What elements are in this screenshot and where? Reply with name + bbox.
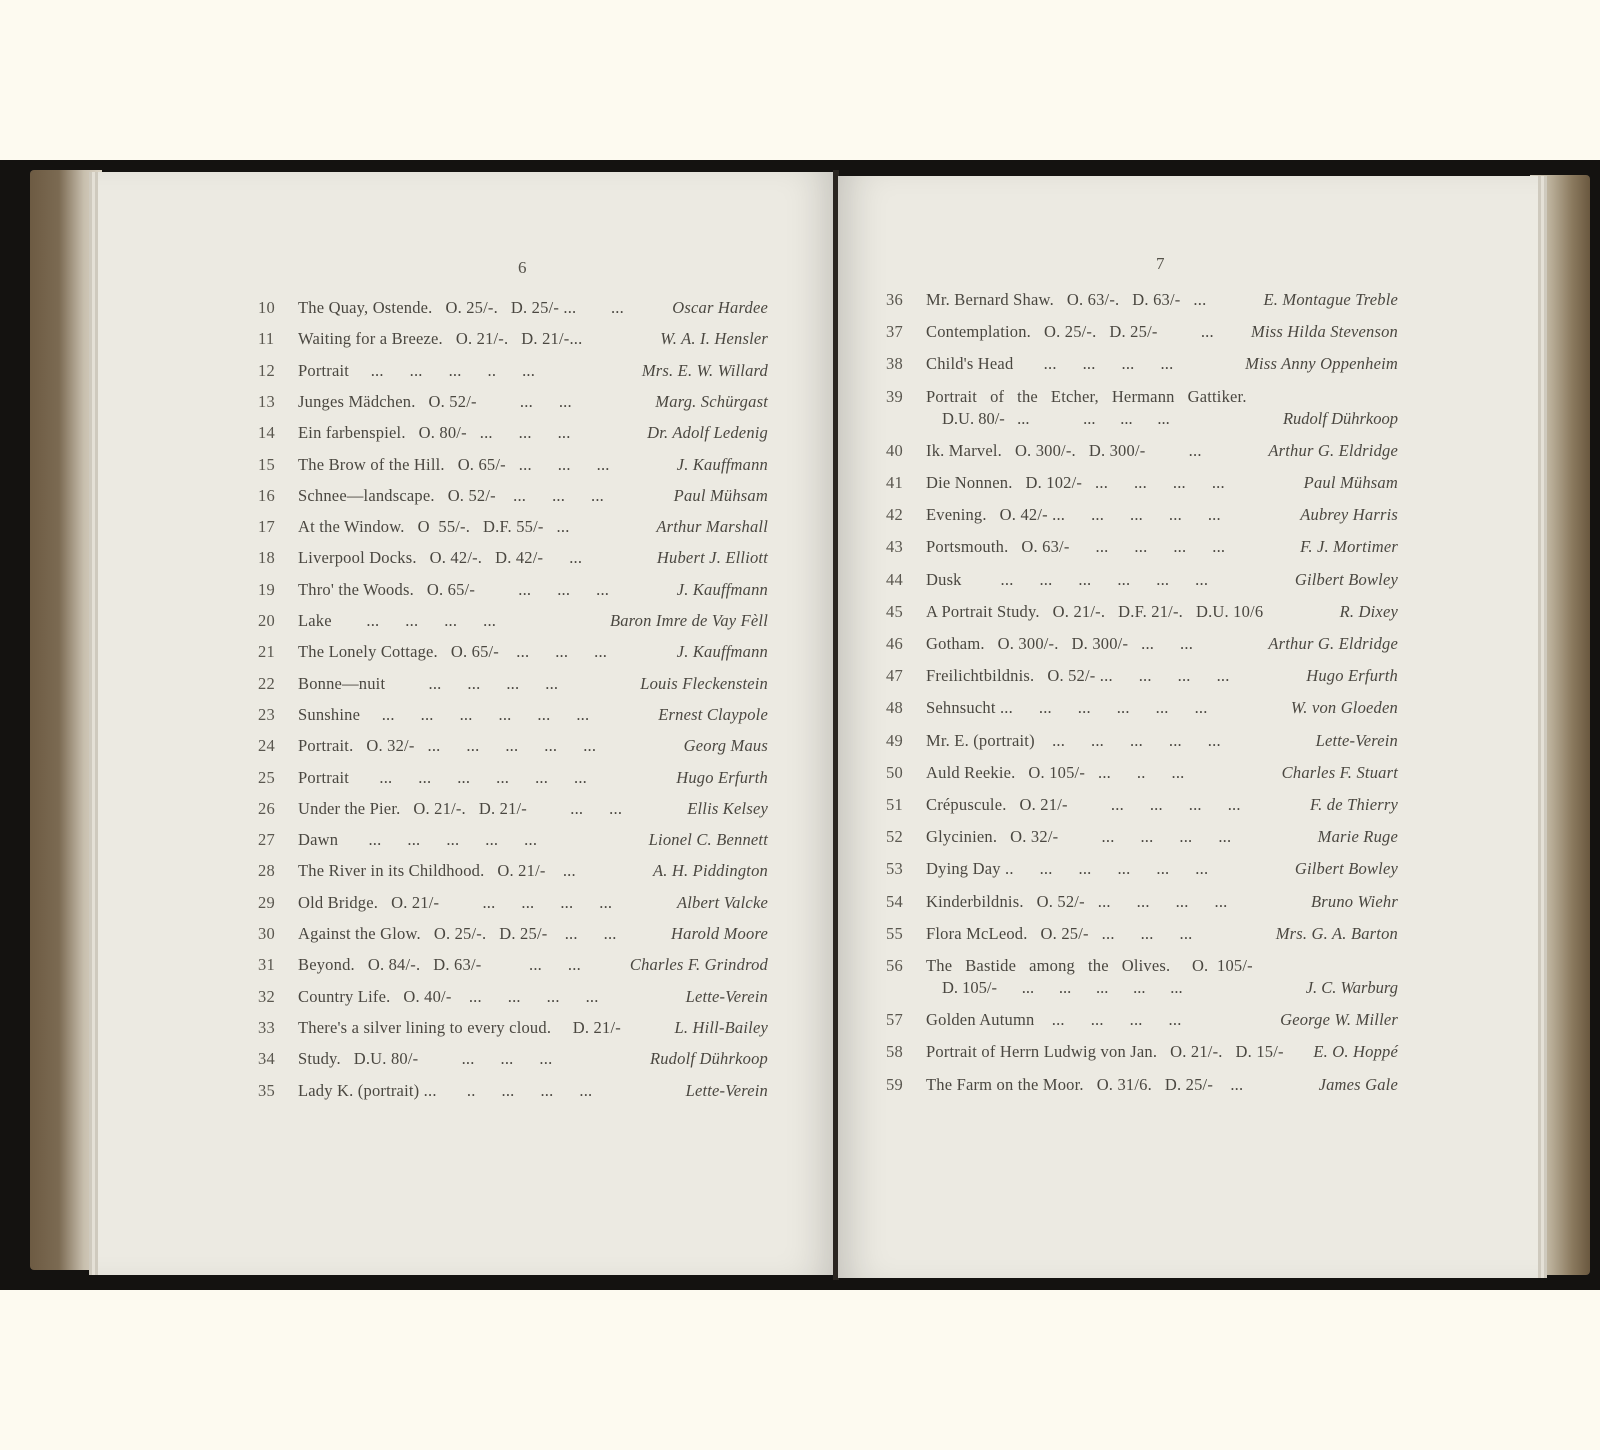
catalogue-entry xyxy=(258,361,768,381)
entry-title: Dawn ... ... ... ... ... xyxy=(298,830,538,850)
catalogue-entry xyxy=(258,861,768,881)
catalogue-entry xyxy=(258,955,768,975)
entry-title: Portrait of the Etcher, Hermann Gattiker. xyxy=(926,386,1247,406)
catalogue-entry xyxy=(258,893,768,913)
right-page xyxy=(838,176,1538,1278)
entry-title: Mr. Bernard Shaw. O. 63/-. D. 63/- ... xyxy=(926,290,1207,309)
entry-number: 37 xyxy=(886,322,903,342)
entry-artist: Aubrey Harris xyxy=(1300,505,1398,525)
entry-number: 36 xyxy=(886,290,903,309)
entry-title: Child's Head ... ... ... ... xyxy=(926,354,1174,374)
catalogue-entry xyxy=(886,1042,1398,1062)
catalogue-entry xyxy=(886,387,1398,407)
entry-title: Gotham. O. 300/-. D. 300/- ... ... xyxy=(926,634,1194,653)
entry-number: 56 xyxy=(886,956,903,975)
entry-artist: Oscar Hardee xyxy=(672,298,768,317)
entry-number: 54 xyxy=(886,891,903,911)
catalogue-entry xyxy=(258,517,768,537)
entry-number: 42 xyxy=(886,505,903,525)
entry-number: 10 xyxy=(258,298,275,317)
entry-number: 46 xyxy=(886,634,903,653)
catalogue-entry xyxy=(258,423,768,443)
entry-artist: Paul Mühsam xyxy=(1303,473,1398,492)
entry-number: 41 xyxy=(886,473,903,492)
entry-number: 12 xyxy=(258,360,275,380)
catalogue-entry xyxy=(258,455,768,475)
entry-title: Ik. Marvel. O. 300/-. D. 300/- ... xyxy=(926,440,1202,460)
catalogue-entry xyxy=(886,473,1398,493)
entry-artist: George W. Miller xyxy=(1280,1010,1398,1030)
catalogue-entry xyxy=(886,795,1398,815)
entry-artist: Lette-Verein xyxy=(685,1080,768,1100)
entry-title: Portrait of Herrn Ludwig von Jan. O. 21/-. D. 15/- xyxy=(926,1042,1284,1062)
entry-artist: Bruno Wiehr xyxy=(1311,891,1398,911)
entry-artist: Miss Hilda Stevenson xyxy=(1251,322,1398,342)
entry-number: 14 xyxy=(258,423,275,443)
entry-number: 31 xyxy=(258,955,275,975)
entry-artist: J. C. Warburg xyxy=(1305,978,1398,997)
entry-title: The Quay, Ostende. O. 25/-. D. 25/- ... ... xyxy=(298,298,624,317)
entry-number: 11 xyxy=(258,329,275,349)
entry-artist: E. O. Hoppé xyxy=(1313,1042,1398,1062)
entry-title: Waiting for a Breeze. O. 21/-. D. 21/-... xyxy=(298,329,583,349)
entry-number: 32 xyxy=(258,986,275,1006)
catalogue-entry xyxy=(258,830,768,850)
entry-artist: Arthur G. Eldridge xyxy=(1268,440,1398,460)
catalogue-entry xyxy=(886,290,1398,310)
catalogue-entry xyxy=(886,505,1398,525)
entry-artist: Arthur G. Eldridge xyxy=(1268,634,1398,653)
entry-artist: A. H. Piddington xyxy=(652,861,768,881)
catalogue-entry xyxy=(886,1010,1398,1030)
entry-title: Die Nonnen. D. 102/- ... ... ... ... xyxy=(926,473,1225,492)
entry-title: Portrait ... ... ... ... ... ... xyxy=(298,767,587,787)
entry-title: Portsmouth. O. 63/- ... ... ... ... xyxy=(926,537,1226,557)
entry-number: 30 xyxy=(258,924,275,943)
entry-title: Crépuscule. O. 21/- ... ... ... ... xyxy=(926,795,1241,814)
catalogue-entry xyxy=(886,634,1398,654)
catalogue-entry xyxy=(258,768,768,788)
entry-number: 23 xyxy=(258,704,275,724)
entry-artist: Gilbert Bowley xyxy=(1294,859,1398,879)
entry-artist: J. Kauffmann xyxy=(676,454,768,474)
entry-artist: Gilbert Bowley xyxy=(1294,569,1398,589)
catalogue-entry xyxy=(258,924,768,944)
book-edge-right xyxy=(1530,175,1590,1275)
entry-artist: J. Kauffmann xyxy=(676,579,768,599)
book-edge-left xyxy=(30,170,102,1270)
entry-number: 40 xyxy=(886,440,903,460)
entry-title: Liverpool Docks. O. 42/-. D. 42/- ... xyxy=(298,548,583,568)
entry-title: Ein farbenspiel. O. 80/- ... ... ... xyxy=(298,423,571,443)
entry-title: Beyond. O. 84/-. D. 63/- ... ... xyxy=(298,955,581,975)
entry-continuation-text: D.U. 80/- ... ... ... ... xyxy=(942,408,1170,428)
entry-continuation xyxy=(942,978,1398,998)
catalogue-entry xyxy=(886,763,1398,783)
entry-title: Study. D.U. 80/- ... ... ... xyxy=(298,1049,553,1069)
entry-number: 52 xyxy=(886,827,903,847)
entry-number: 59 xyxy=(886,1074,903,1094)
entry-artist: Albert Valcke xyxy=(676,892,768,912)
entry-number: 39 xyxy=(886,386,903,406)
entry-number: 27 xyxy=(258,830,275,850)
catalogue-entry xyxy=(886,956,1398,976)
entry-number: 38 xyxy=(886,354,903,374)
catalogue-entry xyxy=(258,1049,768,1069)
entry-number: 49 xyxy=(886,730,903,750)
entry-title: The Farm on the Moor. O. 31/6. D. 25/- ... xyxy=(926,1074,1244,1094)
catalogue-entry xyxy=(886,666,1398,686)
entry-number: 16 xyxy=(258,485,275,505)
catalogue-entry xyxy=(258,580,768,600)
entry-artist: Ellis Kelsey xyxy=(687,798,768,818)
entry-title: The Lonely Cottage. O. 65/- ... ... ... xyxy=(298,642,608,662)
entry-title: Auld Reekie. O. 105/- ... .. ... xyxy=(926,762,1185,782)
entry-artist: Lionel C. Bennett xyxy=(648,830,768,850)
catalogue-entry xyxy=(886,322,1398,342)
entry-number: 26 xyxy=(258,798,275,818)
catalogue-entry xyxy=(886,924,1398,944)
entry-artist: Hubert J. Elliott xyxy=(656,548,768,568)
entry-number: 15 xyxy=(258,454,275,474)
entry-artist: L. Hill-Bailey xyxy=(674,1017,768,1037)
entry-artist: Paul Mühsam xyxy=(673,485,768,505)
entry-title: Portrait. O. 32/- ... ... ... ... ... xyxy=(298,736,597,756)
entry-artist: Arthur Marshall xyxy=(656,517,768,537)
entry-title: Golden Autumn ... ... ... ... xyxy=(926,1010,1182,1030)
entry-artist: James Gale xyxy=(1318,1074,1398,1094)
catalogue-entry xyxy=(258,329,768,349)
entry-title: Contemplation. O. 25/-. D. 25/- ... xyxy=(926,322,1214,342)
catalogue-entry xyxy=(258,642,768,662)
entry-number: 43 xyxy=(886,537,903,557)
entry-title: Kinderbildnis. O. 52/- ... ... ... ... xyxy=(926,891,1228,911)
left-page xyxy=(98,172,835,1275)
entry-title: Glycinien. O. 32/- ... ... ... ... xyxy=(926,827,1232,847)
entry-number: 45 xyxy=(886,601,903,621)
catalogue-entry xyxy=(258,1018,768,1038)
page-number: 7 xyxy=(1156,254,1165,273)
entry-artist: J. Kauffmann xyxy=(676,642,768,662)
entry-title: The River in its Childhood. O. 21/- ... xyxy=(298,861,576,881)
entry-artist: Mrs. E. W. Willard xyxy=(641,360,768,380)
catalogue-entry xyxy=(886,354,1398,374)
entry-title: Freilichtbildnis. O. 52/- ... ... ... ... xyxy=(926,666,1230,686)
entry-artist: Rudolf Dührkoop xyxy=(649,1049,768,1069)
entry-title: Schnee—landscape. O. 52/- ... ... ... xyxy=(298,485,604,505)
entry-artist: Hugo Erfurth xyxy=(1306,666,1398,686)
catalogue-entry xyxy=(886,441,1398,461)
entry-title: The Bastide among the Olives. O. 105/- xyxy=(926,956,1253,975)
entry-number: 53 xyxy=(886,859,903,879)
catalogue-entry xyxy=(258,548,768,568)
entry-artist: Lette-Verein xyxy=(685,986,768,1006)
catalogue-entry xyxy=(886,537,1398,557)
catalogue-entry xyxy=(258,1081,768,1101)
entry-number: 29 xyxy=(258,892,275,912)
entry-number: 50 xyxy=(886,762,903,782)
entry-artist: Marg. Schürgast xyxy=(655,391,768,411)
entry-title: At the Window. O 55/-. D.F. 55/- ... xyxy=(298,517,570,537)
entry-title: Thro' the Woods. O. 65/- ... ... ... xyxy=(298,579,610,599)
entry-artist: Charles F. Stuart xyxy=(1281,762,1398,782)
entry-artist: Louis Fleckenstein xyxy=(640,673,768,693)
entry-artist: W. A. I. Hensler xyxy=(660,329,768,349)
catalogue-entry xyxy=(258,736,768,756)
entry-artist: R. Dixey xyxy=(1339,601,1398,621)
catalogue-entry xyxy=(258,611,768,631)
entry-title: There's a silver lining to every cloud. D. 21/- xyxy=(298,1017,621,1037)
entry-number: 28 xyxy=(258,861,275,881)
entry-number: 47 xyxy=(886,666,903,686)
catalogue-entry xyxy=(886,892,1398,912)
entry-artist: F. J. Mortimer xyxy=(1300,537,1398,557)
entry-artist: Harold Moore xyxy=(671,924,768,943)
entry-number: 19 xyxy=(258,579,275,599)
entry-title: Country Life. O. 40/- ... ... ... ... xyxy=(298,986,599,1006)
entry-number: 33 xyxy=(258,1017,275,1037)
entry-number: 34 xyxy=(258,1049,275,1069)
entry-title: Old Bridge. O. 21/- ... ... ... ... xyxy=(298,892,613,912)
entry-title: Junges Mädchen. O. 52/- ... ... xyxy=(298,391,572,411)
entry-artist: Mrs. G. A. Barton xyxy=(1275,923,1398,943)
entry-number: 18 xyxy=(258,548,275,568)
catalogue-entry xyxy=(258,392,768,412)
entry-artist: E. Montague Treble xyxy=(1263,290,1398,309)
catalogue-entry xyxy=(886,827,1398,847)
catalogue-entry xyxy=(886,570,1398,590)
entry-artist: Marie Ruge xyxy=(1317,827,1398,847)
entry-title: Under the Pier. O. 21/-. D. 21/- ... ... xyxy=(298,798,623,818)
entry-title: Lady K. (portrait) ... .. ... ... ... xyxy=(298,1080,593,1100)
entry-number: 21 xyxy=(258,642,275,662)
page-number: 6 xyxy=(518,258,527,277)
entry-title: Dusk ... ... ... ... ... ... xyxy=(926,569,1209,589)
entry-artist: Charles F. Grindrod xyxy=(629,955,768,975)
entry-title: Dying Day .. ... ... ... ... ... xyxy=(926,859,1209,879)
entry-number: 17 xyxy=(258,517,275,537)
entry-number: 24 xyxy=(258,736,275,756)
entry-artist: W. von Gloeden xyxy=(1290,698,1398,718)
entry-title: Mr. E. (portrait) ... ... ... ... ... xyxy=(926,730,1221,750)
entry-number: 58 xyxy=(886,1042,903,1062)
entry-continuation-text: D. 105/- ... ... ... ... ... xyxy=(942,978,1183,997)
catalogue-entry xyxy=(258,486,768,506)
entry-number: 44 xyxy=(886,569,903,589)
entry-title: Evening. O. 42/- ... ... ... ... ... xyxy=(926,505,1221,525)
entry-number: 55 xyxy=(886,923,903,943)
entry-title: Against the Glow. O. 25/-. D. 25/- ... ... xyxy=(298,924,617,943)
entry-number: 22 xyxy=(258,673,275,693)
catalogue-entry xyxy=(886,602,1398,622)
entry-artist: Rudolf Dührkoop xyxy=(1282,408,1398,428)
entry-number: 13 xyxy=(258,391,275,411)
catalogue-entry xyxy=(258,298,768,318)
entry-number: 51 xyxy=(886,795,903,814)
catalogue-entry xyxy=(258,705,768,725)
entry-title: The Brow of the Hill. O. 65/- ... ... ... xyxy=(298,454,610,474)
entry-title: Portrait ... ... ... .. ... xyxy=(298,360,536,380)
entry-artist: Georg Maus xyxy=(683,736,768,756)
entry-title: Lake ... ... ... ... xyxy=(298,611,497,630)
entry-artist: Baron Imre de Vay Fèll xyxy=(609,611,768,630)
catalogue-entry xyxy=(258,674,768,694)
catalogue-entry xyxy=(886,731,1398,751)
entry-title: Bonne—nuit ... ... ... ... xyxy=(298,673,559,693)
entry-continuation xyxy=(942,409,1398,429)
entry-artist: Dr. Adolf Ledenig xyxy=(647,423,768,443)
catalogue-entry xyxy=(258,799,768,819)
entry-title: Flora McLeod. O. 25/- ... ... ... xyxy=(926,923,1193,943)
entry-title: Sunshine ... ... ... ... ... ... xyxy=(298,704,590,724)
catalogue-entry xyxy=(258,987,768,1007)
catalogue-entry xyxy=(886,698,1398,718)
entry-title: Sehnsucht ... ... ... ... ... ... xyxy=(926,698,1208,718)
catalogue-entry xyxy=(886,1075,1398,1095)
entry-number: 48 xyxy=(886,698,903,718)
entry-number: 35 xyxy=(258,1080,275,1100)
entry-artist: F. de Thierry xyxy=(1309,795,1398,814)
entry-artist: Lette-Verein xyxy=(1315,730,1398,750)
entry-number: 25 xyxy=(258,767,275,787)
catalogue-entry xyxy=(886,859,1398,879)
entry-number: 57 xyxy=(886,1010,903,1030)
entry-artist: Miss Anny Oppenheim xyxy=(1245,354,1398,374)
entry-artist: Hugo Erfurth xyxy=(676,767,768,787)
entry-title: A Portrait Study. O. 21/-. D.F. 21/-. D.U. 10/6 xyxy=(926,601,1264,621)
entry-number: 20 xyxy=(258,611,275,630)
entry-artist: Ernest Claypole xyxy=(658,704,768,724)
